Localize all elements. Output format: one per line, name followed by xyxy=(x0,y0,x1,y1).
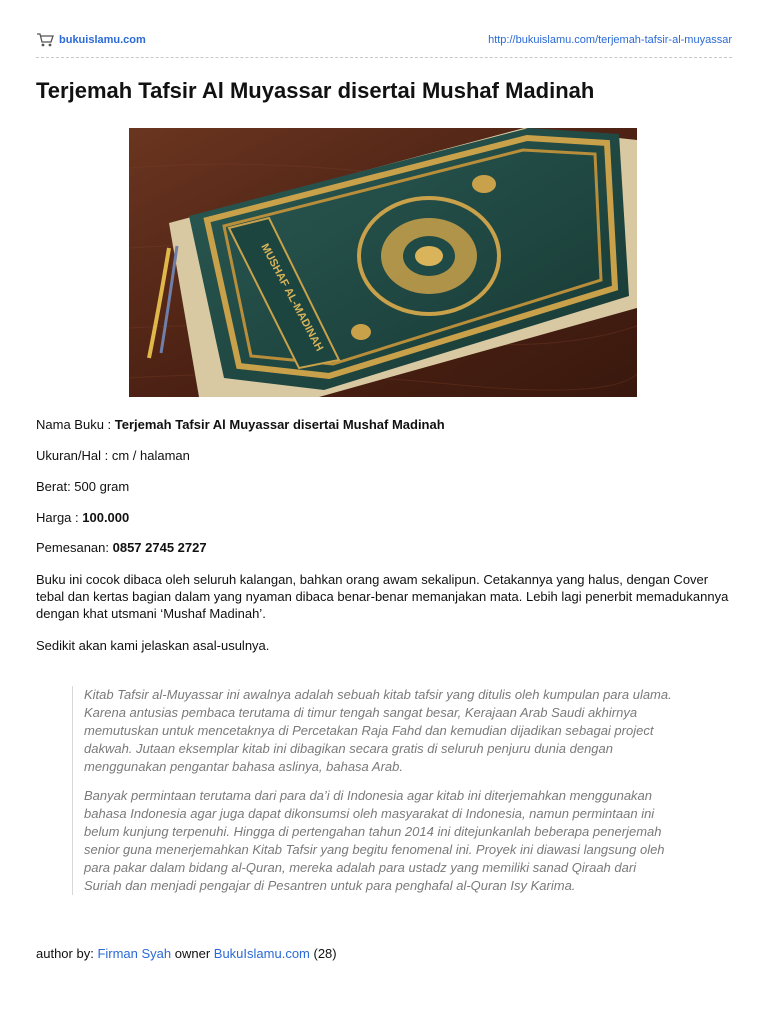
price-line xyxy=(36,510,129,525)
owner-text: owner xyxy=(171,946,214,961)
author-name-link[interactable]: Firman Syah xyxy=(97,946,172,961)
post-count: (28) xyxy=(309,946,337,961)
author-line xyxy=(36,946,337,961)
book-name-line xyxy=(36,417,445,432)
blockquote xyxy=(72,686,672,895)
owner-site-link[interactable]: BukuIslamu.com xyxy=(213,946,310,961)
intro-paragraph: Buku ini cocok dibaca oleh seluruh kalangan, bahkan orang awam sekalipun. Cetakannya yang halus, dengan Cover tebal dan kertas bagian dalam yang nyaman dibaca benar-benar memanjakan mata. Lebih lagi penerbit memadukannya dengan khat utsmani ‘Mushaf Madinah’. xyxy=(36,572,729,621)
page-header xyxy=(36,32,732,58)
order-phone: 0857 2745 2727 xyxy=(112,540,207,555)
origin-intro-paragraph: Sedikit akan kami jelaskan asal-usulnya. xyxy=(36,638,270,653)
price-label: Harga : xyxy=(36,510,83,525)
cart-icon xyxy=(36,32,54,48)
author-prefix: author by: xyxy=(36,946,98,961)
order-label: Pemesanan: xyxy=(36,540,113,555)
order-line xyxy=(36,540,207,555)
book-name-value: Terjemah Tafsir Al Muyassar disertai Mushaf Madinah xyxy=(114,417,445,432)
quote-paragraph-1: Kitab Tafsir al-Muyassar ini awalnya adalah sebuah kitab tafsir yang ditulis oleh kumpulan para ulama. Karena antusias pembaca terutama di timur tengah sangat besar, Kerajaan Arab Saudi akhirnya memutuskan untuk mencetaknya di Percetakan Raja Fahd dan kemudian dijadikan sebagai project dakwah. Jutaan eksemplar kitab ini dibagikan secara gratis di seluruh penjuru dunia dengan menggunakan pengantar bahasa aslinya, bahasa Arab. xyxy=(84,687,672,774)
svg-text:MUSHAF AL-MADINAH: MUSHAF AL-MADINAH xyxy=(258,241,326,354)
book-cover-image xyxy=(129,128,637,397)
site-name[interactable]: bukuislamu.com xyxy=(59,34,146,46)
price-value: 100.000 xyxy=(82,510,130,525)
site-brand[interactable] xyxy=(36,32,146,48)
weight-line: Berat: 500 gram xyxy=(36,479,130,494)
page-title: Terjemah Tafsir Al Muyassar disertai Mushaf Madinah xyxy=(36,78,595,103)
quote-paragraph-2: Banyak permintaan terutama dari para da’i di Indonesia agar kitab ini diterjemahkan menggunakan bahasa Indonesia agar juga dapat dikonsumsi oleh masyarakat di Indonesia, namun permintaan ini belum kunjung terpenuhi. Hingga di pertengahan tahun 2014 ini ditejunkanlah beberapa penerjemah senior guna menerjemahkan Kitab Tafsir yang begitu fenomenal ini. Proyek ini diawasi langsung oleh para pakar dalam bidang al-Quran, mereka adalah para ustadz yang memiliki sanad Qiraah dari Suriah dan menjadi pengajar di Pesantren untuk para penghafal al-Quran Isy Karima. xyxy=(84,788,665,893)
book-name-label: Nama Buku : xyxy=(36,417,115,432)
size-line: Ukuran/Hal : cm / halaman xyxy=(36,448,190,463)
page-url-link[interactable]: http://bukuislamu.com/terjemah-tafsir-al-muyassar xyxy=(488,34,732,46)
